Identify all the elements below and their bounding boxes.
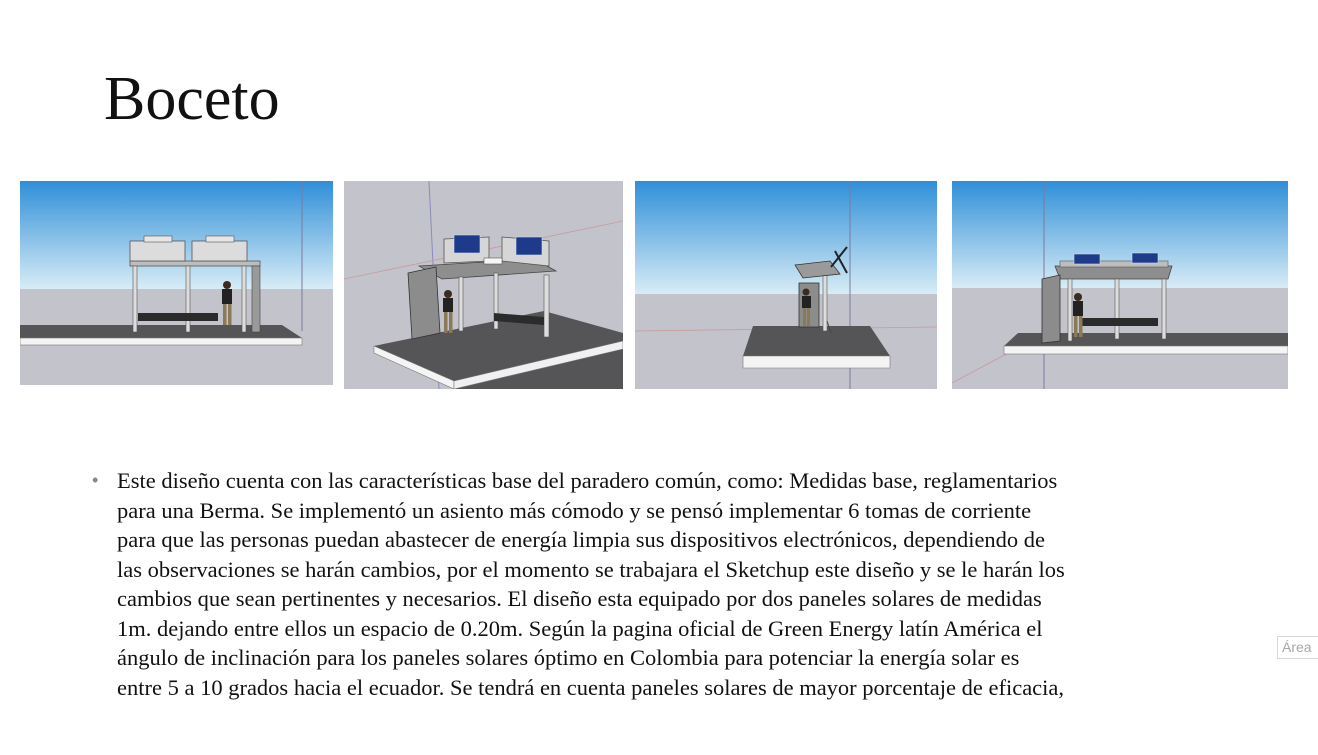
- sketch-side-view: [635, 181, 937, 389]
- description-text: Este diseño cuenta con las características base del paradero común, como: Medidas base, reglamentarios para una Berma. Se implementó un asiento más cómodo y se pensó implementar 6 tomas de corriente para que las personas puedan abastecer de energía limpia sus dispositivos electrónicos, dependiendo de las observaciones se harán cambios, por el momento se trabajara el Sketchup este diseño y se le harán los cambios que sean pertinentes y necesarios. El diseño esta equipado por dos paneles solares de medidas 1m. dejando entre ellos un espacio de 0.20m. Según la pagina oficial de Green Energy latín América el ángulo de inclinación para los paneles solares óptimo en Colombia para potenciar la energía solar es entre 5 a 10 grados hacia el ecuador. Se tendrá en cuenta paneles solares de mayor porcentaje de eficacia,: [117, 468, 1065, 700]
- sketch-back-view: [952, 181, 1288, 389]
- slide-title: Boceto: [104, 65, 280, 133]
- area-tooltip: Área: [1277, 636, 1318, 659]
- description-bullet: [92, 466, 1252, 702]
- sketch-front-view: [20, 181, 333, 385]
- bullet-marker: •: [92, 470, 99, 490]
- sketch-perspective-view: [344, 181, 623, 389]
